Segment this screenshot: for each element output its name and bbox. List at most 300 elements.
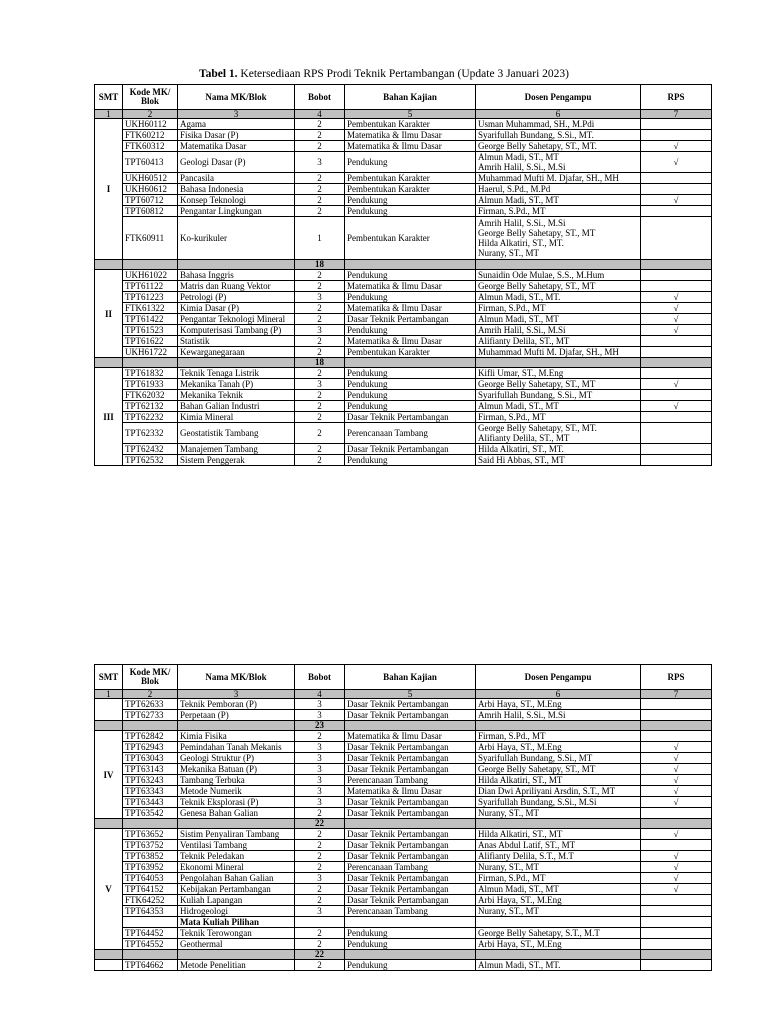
course-credits: 2 [295,281,345,292]
lecturer-name: Firman, S.Pd., MT [478,206,546,216]
header-dosen: Dosen Pengampu [476,665,641,690]
lecturer-name: Syarifullah Bundang, S.Si., M.Si [478,797,597,807]
empty-cell [295,917,345,928]
lecturer [476,303,641,314]
lecturer-name: Syarifullah Bundang, S.Si., MT. [478,130,594,140]
course-credits: 2 [295,119,345,130]
course-name: Geologi Dasar (P) [178,152,295,173]
lecturer-name: Firman, S.Pd., MT [478,303,546,313]
rps-check [641,710,712,721]
course-name: Kimia Mineral [178,412,295,423]
rps-check [641,455,712,466]
rps-check: √ [641,292,712,303]
lecturer-name: Almun Madi, ST., MT [478,401,559,411]
table-row [95,292,712,303]
study-material: Pendukung [345,960,476,971]
course-credits: 3 [295,292,345,303]
course-credits: 2 [295,884,345,895]
course-name: Geostatistik Tambang [178,423,295,444]
table-row [95,423,712,444]
column-number: 2 [123,690,178,699]
table-row [95,960,712,971]
rps-check [641,184,712,195]
lecturer [476,423,641,444]
column-number: 5 [345,110,476,119]
course-code: TPT60812 [123,206,178,217]
study-material: Pembentukan Karakter [345,347,476,358]
rps-check: √ [641,884,712,895]
course-credits: 2 [295,895,345,906]
course-code: FTK60911 [123,217,178,260]
subtotal-credits: 18 [295,358,345,368]
subtotal-cell [345,819,476,829]
lecturer-name: Almun Madi, ST., MT [478,884,559,894]
lecturer [476,347,641,358]
course-code: TPT61422 [123,314,178,325]
subtotal-cell [345,950,476,960]
rps-check [641,808,712,819]
header-bobot: Bobot [295,85,345,110]
lecturer-name: Arbi Haya, ST., M.Eng [478,895,562,905]
lecturer [476,444,641,455]
table-row [95,786,712,797]
header-rps: RPS [641,85,712,110]
course-code: TPT62232 [123,412,178,423]
rps-check [641,939,712,950]
lecturer-name: Sunaidin Ode Mulae, S.S., M.Hum [478,270,605,280]
lecturer-name: Said Hi Abbas, ST., MT [478,455,565,465]
lecturer-name: Amrih Halil, S.Si., M.Si [478,218,566,228]
course-name: Matris dan Ruang Vektor [178,281,295,292]
elective-label: Mata Kuliah Pilihan [178,917,295,928]
table-row [95,753,712,764]
rps-table-page-2 [94,664,712,971]
course-code: TPT64552 [123,939,178,950]
course-code: TPT63143 [123,764,178,775]
lecturer [476,141,641,152]
empty-cell [476,917,641,928]
lecturer [476,960,641,971]
study-material: Dasar Teknik Pertambangan [345,797,476,808]
lecturer-name: Usman Muhammad, SH., M.Pdi [478,119,595,129]
course-code: TPT62432 [123,444,178,455]
study-material: Dasar Teknik Pertambangan [345,753,476,764]
lecturer-name: Almun Madi, ST., MT [478,195,559,205]
subtotal-cell [95,819,123,829]
course-name: Ko-kurikuler [178,217,295,260]
lecturer [476,775,641,786]
subtotal-cell [476,950,641,960]
course-name: Matematika Dasar [178,141,295,152]
rps-check [641,840,712,851]
course-credits: 3 [295,710,345,721]
study-material: Perencanaan Tambang [345,906,476,917]
course-code: TPT61122 [123,281,178,292]
study-material: Pendukung [345,939,476,950]
course-credits: 3 [295,325,345,336]
course-code: TPT64053 [123,873,178,884]
lecturer [476,270,641,281]
study-material: Dasar Teknik Pertambangan [345,412,476,423]
rps-check [641,206,712,217]
lecturer [476,401,641,412]
course-credits: 2 [295,303,345,314]
header-bobot: Bobot [295,665,345,690]
lecturer [476,753,641,764]
subtotal-cell [476,721,641,731]
study-material: Pendukung [345,401,476,412]
study-material: Pembentukan Karakter [345,119,476,130]
subtotal-cell [476,358,641,368]
table-row [95,906,712,917]
study-material: Perencanaan Tambang [345,423,476,444]
course-credits: 2 [295,390,345,401]
subtotal-cell [476,819,641,829]
lecturer [476,314,641,325]
subtotal-cell [641,819,712,829]
column-number: 4 [295,110,345,119]
lecturer-name: Arbi Haya, ST., M.Eng [478,699,562,709]
rps-check: √ [641,141,712,152]
empty-cell [123,917,178,928]
lecturer [476,797,641,808]
table-row [95,141,712,152]
course-code: TPT63043 [123,753,178,764]
lecturer [476,840,641,851]
course-credits: 2 [295,336,345,347]
table-row [95,699,712,710]
rps-check: √ [641,753,712,764]
column-number: 7 [641,690,712,699]
course-code: TPT63852 [123,851,178,862]
rps-check: √ [641,152,712,173]
course-credits: 2 [295,840,345,851]
lecturer-name: Amrih Halil, S.Si., M.Si [478,162,566,172]
course-credits: 2 [295,862,345,873]
study-material: Dasar Teknik Pertambangan [345,444,476,455]
header-dosen: Dosen Pengampu [476,85,641,110]
course-name: Teknik Peledakan [178,851,295,862]
elective-header-row [95,917,712,928]
lecturer-name: Hilda Alkatiri, ST., MT. [478,444,564,454]
course-credits: 2 [295,368,345,379]
rps-check: √ [641,873,712,884]
column-number: 3 [178,110,295,119]
table-row [95,895,712,906]
course-code: TPT63443 [123,797,178,808]
study-material: Matematika & Ilmu Dasar [345,303,476,314]
course-credits: 3 [295,152,345,173]
course-credits: 2 [295,314,345,325]
subtotal-row [95,358,712,368]
course-code: FTK60312 [123,141,178,152]
table-row [95,325,712,336]
study-material: Pendukung [345,390,476,401]
lecturer-name: Alifianty Delila, S.T., M.T [478,851,574,861]
header-smt: SMT [95,85,123,110]
column-number: 1 [95,110,123,119]
lecturer [476,325,641,336]
subtotal-cell [476,260,641,270]
course-name: Geothermal [178,939,295,950]
course-name: Metode Numerik [178,786,295,797]
course-code: TPT61523 [123,325,178,336]
lecturer-name: Nurany, ST., MT [478,248,539,258]
lecturer [476,731,641,742]
lecturer [476,217,641,260]
lecturer [476,851,641,862]
rps-table-page-1 [94,84,712,466]
course-credits: 3 [295,775,345,786]
course-credits: 2 [295,939,345,950]
rps-check [641,281,712,292]
course-credits: 2 [295,960,345,971]
subtotal-cell [123,819,178,829]
lecturer [476,699,641,710]
course-credits: 3 [295,753,345,764]
table-row [95,444,712,455]
course-code: TPT64662 [123,960,178,971]
table-row [95,742,712,753]
course-name: Kuliah Lapangan [178,895,295,906]
table-row [95,303,712,314]
semester-label: V [95,829,123,950]
study-material: Dasar Teknik Pertambangan [345,851,476,862]
lecturer [476,455,641,466]
study-material: Matematika & Ilmu Dasar [345,336,476,347]
course-code: TPT61933 [123,379,178,390]
lecturer-name: Nurany, ST., MT [478,808,539,818]
lecturer-name: Anas Abdul Latif, ST., MT [478,840,576,850]
lecturer-name: Almun Madi, ST., MT [478,314,559,324]
course-credits: 2 [295,444,345,455]
lecturer-name: Almun Madi, ST., MT [478,152,559,162]
study-material: Pendukung [345,379,476,390]
course-name: Kewarganegaraan [178,347,295,358]
subtotal-cell [123,721,178,731]
lecturer-name: Almun Madi, ST., MT. [478,292,561,302]
header-kode: Kode MK/ Blok [123,665,178,690]
study-material: Dasar Teknik Pertambangan [345,840,476,851]
course-name: Bahasa Inggris [178,270,295,281]
course-name: Pancasila [178,173,295,184]
rps-check: √ [641,195,712,206]
study-material: Dasar Teknik Pertambangan [345,764,476,775]
subtotal-cell [178,260,295,270]
table-row [95,455,712,466]
empty-cell [641,917,712,928]
course-name: Petrologi (P) [178,292,295,303]
course-credits: 2 [295,206,345,217]
course-code: TPT61832 [123,368,178,379]
course-code: TPT62733 [123,710,178,721]
course-credits: 2 [295,347,345,358]
header-smt: SMT [95,665,123,690]
study-material: Dasar Teknik Pertambangan [345,699,476,710]
lecturer-name: Syarifullah Bundang, S.Si., MT [478,753,593,763]
table-row [95,217,712,260]
course-code: FTK60212 [123,130,178,141]
lecturer-name: George Belly Sahetapy, ST., MT [478,228,596,238]
study-material: Pendukung [345,195,476,206]
rps-check: √ [641,303,712,314]
course-name: Manajemen Tambang [178,444,295,455]
course-credits: 2 [295,423,345,444]
subtotal-cell [345,358,476,368]
course-name: Teknik Eksplorasi (P) [178,797,295,808]
lecturer [476,281,641,292]
table-row [95,851,712,862]
subtotal-cell [641,721,712,731]
lecturer-name: George Belly Sahetapy, ST., MT. [478,141,597,151]
lecturer [476,895,641,906]
subtotal-cell [178,950,295,960]
subtotal-cell [95,260,123,270]
table-row [95,195,712,206]
course-code: TPT62332 [123,423,178,444]
table-row [95,710,712,721]
lecturer-name: Hilda Alkatiri, ST., MT [478,775,563,785]
rps-check: √ [641,797,712,808]
table-row [95,119,712,130]
study-material: Matematika & Ilmu Dasar [345,786,476,797]
semester-label: I [95,119,123,260]
course-credits: 2 [295,851,345,862]
course-name: Teknik Tenaga Listrik [178,368,295,379]
subtotal-cell [641,260,712,270]
course-name: Teknik Terowongan [178,928,295,939]
column-number: 2 [123,110,178,119]
subtotal-row [95,721,712,731]
table-row [95,379,712,390]
header-rps: RPS [641,665,712,690]
lecturer-name: Nurany, ST., MT [478,862,539,872]
course-code: FTK61322 [123,303,178,314]
rps-check [641,731,712,742]
course-name: Perpetaan (P) [178,710,295,721]
course-name: Sistim Penyaliran Tambang [178,829,295,840]
rps-check [641,368,712,379]
course-code: UKH60112 [123,119,178,130]
subtotal-cell [95,358,123,368]
lecturer [476,130,641,141]
study-material: Dasar Teknik Pertambangan [345,873,476,884]
subtotal-credits: 23 [295,721,345,731]
course-name: Agama [178,119,295,130]
rps-check [641,270,712,281]
course-name: Teknik Pemboran (P) [178,699,295,710]
course-credits: 2 [295,731,345,742]
rps-check: √ [641,786,712,797]
course-code: TPT62532 [123,455,178,466]
rps-check [641,130,712,141]
study-material: Perencanaan Tambang [345,775,476,786]
study-material: Perencanaan Tambang [345,862,476,873]
course-name: Kimia Fisika [178,731,295,742]
study-material: Pendukung [345,455,476,466]
study-material: Dasar Teknik Pertambangan [345,829,476,840]
column-number-row [95,690,712,699]
table-row [95,368,712,379]
lecturer-name: Firman, S.Pd., MT [478,731,546,741]
semester-label [95,699,123,721]
lecturer [476,829,641,840]
lecturer-name: George Belly Sahetapy, ST., MT [478,379,596,389]
lecturer [476,808,641,819]
header-row [95,665,712,690]
lecturer [476,292,641,303]
course-code: TPT63652 [123,829,178,840]
table-row [95,862,712,873]
course-code: TPT63243 [123,775,178,786]
course-credits: 2 [295,455,345,466]
course-credits: 3 [295,873,345,884]
table-row [95,884,712,895]
rps-check: √ [641,314,712,325]
lecturer [476,884,641,895]
lecturer [476,764,641,775]
course-credits: 2 [295,270,345,281]
course-code: UKH61022 [123,270,178,281]
course-name: Pemindahan Tanah Mekanis [178,742,295,753]
study-material: Pendukung [345,292,476,303]
course-credits: 3 [295,906,345,917]
subtotal-row [95,819,712,829]
rps-check: √ [641,401,712,412]
lecturer-name: Amrih Halil, S.Si., M.Si [478,710,566,720]
empty-cell [345,917,476,928]
course-credits: 2 [295,808,345,819]
column-number: 6 [476,690,641,699]
lecturer-name: Arbi Haya, ST., M.Eng [478,742,562,752]
study-material: Dasar Teknik Pertambangan [345,710,476,721]
table-row [95,401,712,412]
course-name: Genesa Bahan Galian [178,808,295,819]
table-row [95,797,712,808]
study-material: Dasar Teknik Pertambangan [345,314,476,325]
table-row [95,873,712,884]
course-code: UKH61722 [123,347,178,358]
study-material: Pendukung [345,325,476,336]
table-title-text: Ketersediaan RPS Prodi Teknik Pertambangan (Update 3 Januari 2023) [237,68,569,80]
course-code: TPT63343 [123,786,178,797]
table-row [95,206,712,217]
course-code: FTK62032 [123,390,178,401]
lecturer [476,710,641,721]
table-row [95,336,712,347]
course-name: Konsep Teknologi [178,195,295,206]
rps-check [641,412,712,423]
course-name: Geologi Struktur (P) [178,753,295,764]
course-name: Pengolahan Bahan Galian [178,873,295,884]
course-name: Statistik [178,336,295,347]
lecturer-name: George Belly Sahetapy, ST., MT. [478,423,597,433]
lecturer-name: Hilda Alkatiri, ST., MT [478,829,563,839]
course-code: UKH60612 [123,184,178,195]
lecturer [476,412,641,423]
subtotal-credits: 18 [295,260,345,270]
course-name: Bahasa Indonesia [178,184,295,195]
table-row [95,829,712,840]
subtotal-cell [123,950,178,960]
column-number: 5 [345,690,476,699]
course-credits: 3 [295,699,345,710]
column-number: 3 [178,690,295,699]
table-row [95,130,712,141]
study-material: Pendukung [345,206,476,217]
course-name: Mekanika Teknik [178,390,295,401]
lecturer-name: Hilda Alkatiri, ST., MT. [478,238,564,248]
